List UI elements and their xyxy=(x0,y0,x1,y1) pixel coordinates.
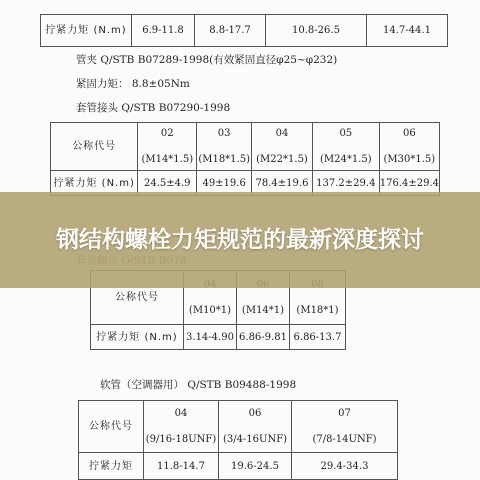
torque-cell: 137.2±29.4 xyxy=(312,171,379,196)
clamp-heading: 管夹 Q/STB B07289-1998(有效紧固直径φ25~φ232) xyxy=(76,54,338,66)
torque-cell: 176.4±29.4 xyxy=(379,171,439,196)
torque-label: 拧紧力矩 (N.m) xyxy=(91,325,184,350)
clamp-torque-line: 紧固力矩： 8.8±05Nm xyxy=(76,78,190,90)
code-cell: 07 (7/8-14UNF) xyxy=(292,401,398,453)
table-cell: 8.8-17.7 xyxy=(195,15,266,47)
torque-cell: 19.6-24.5 xyxy=(219,453,292,480)
sleeve-joint-heading: 套管接头 Q/STB B07290-1998 xyxy=(76,102,231,114)
torque-cell: 24.5±4.9 xyxy=(138,171,197,196)
code-cell: 06 (M30*1.5) xyxy=(379,123,439,171)
code-cell: 04 (M22*1.5) xyxy=(252,123,313,171)
torque-cell: 6.86-9.81 xyxy=(237,325,290,350)
code-label: 公称代号 xyxy=(79,401,144,453)
torque-cell: 6.86-13.7 xyxy=(290,325,346,350)
torque-cell: 3.14-4.90 xyxy=(184,325,237,350)
code-cell: (M14*1) xyxy=(237,271,290,325)
table-cell: 6.9-11.8 xyxy=(132,15,195,47)
torque-label: 拧紧力矩 (N.m) xyxy=(41,15,132,47)
code-cell: 02 (M14*1.5) xyxy=(138,123,197,171)
top-torque-table xyxy=(40,14,448,47)
torque-cell: 11.8-14.7 xyxy=(144,453,219,480)
code-cell: 04 (9/16-18UNF) xyxy=(144,401,219,453)
code-cell: 05 (M24*1.5) xyxy=(312,123,379,171)
code-cell: 06 (3/4-16UNF) xyxy=(219,401,292,453)
table-cell: 10.8-26.5 xyxy=(266,15,367,47)
banner-title: 钢结构螺栓力矩规范的最新深度探讨 xyxy=(56,227,424,253)
hose-table xyxy=(78,400,398,480)
code-cell: (M18*1) xyxy=(290,271,346,325)
title-banner xyxy=(0,192,480,288)
torque-cell: 29.4-34.3 xyxy=(292,453,398,480)
code-label: 公称代号 xyxy=(91,271,184,325)
torque-cell: 78.4±19.6 xyxy=(252,171,313,196)
sleeve-joint-table xyxy=(50,122,440,196)
torque-label: 拧紧力矩 xyxy=(79,453,144,480)
code-cell: 03 (M18*1.5) xyxy=(197,123,252,171)
code-label: 公称代号 xyxy=(51,123,138,171)
code-cell: (M10*1) xyxy=(184,271,237,325)
torque-cell: 49±19.6 xyxy=(197,171,252,196)
torque-label: 拧紧力矩 (N.m) xyxy=(51,171,138,196)
table-cell: 14.7-44.1 xyxy=(367,15,448,47)
hose-heading: 软管（空调器用） Q/STB B09488-1998 xyxy=(100,379,297,391)
